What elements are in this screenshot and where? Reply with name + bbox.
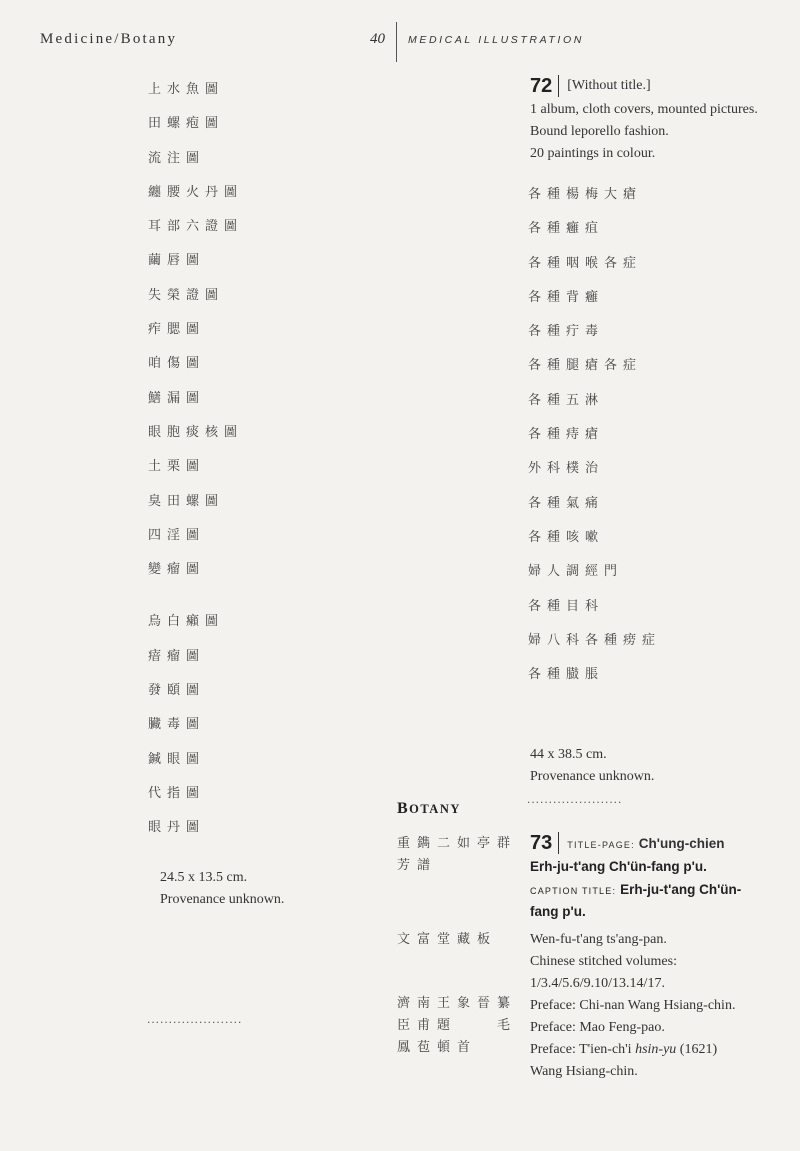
list-item: 鱔漏圖 bbox=[148, 390, 206, 406]
entry-title: [Without title.] bbox=[567, 78, 651, 93]
left-dimensions: 24.5 x 13.5 cm. bbox=[160, 870, 248, 885]
list-item: 土栗圖 bbox=[148, 459, 206, 475]
entry-72-provenance: Provenance unknown. bbox=[530, 769, 655, 784]
description-line: Chinese stitched volumes: bbox=[530, 954, 677, 969]
list-item: 各種目科 bbox=[528, 598, 605, 614]
list-item: 臟毒圖 bbox=[148, 717, 206, 733]
list-item: 流注圖 bbox=[148, 150, 206, 166]
list-item: 眼胞痰核圖 bbox=[148, 424, 244, 440]
list-item: 四淫圖 bbox=[148, 527, 206, 543]
list-item: 瘖瘤圖 bbox=[148, 648, 206, 664]
entry-73-description bbox=[530, 929, 735, 1083]
entry-73-title-line: Erh-ju-t'ang Ch'ün-fang p'u. bbox=[530, 859, 707, 874]
preface-year: (1621) bbox=[676, 1042, 718, 1057]
entry-72-description bbox=[530, 99, 758, 165]
description-line: 1/3.4/5.6/9.10/13.14/17. bbox=[530, 976, 665, 991]
list-item: 耳部六證圖 bbox=[148, 219, 244, 235]
list-item: 各種氣痛 bbox=[528, 495, 605, 511]
description-line: 20 paintings in colour. bbox=[530, 146, 656, 161]
preface-italic: hsin-yu bbox=[635, 1042, 677, 1057]
entry-number: 72 bbox=[530, 75, 559, 97]
list-item: 外科樸治 bbox=[528, 461, 605, 477]
botany-title-cjk: 重鐫二如亭群 芳譜 bbox=[397, 836, 518, 873]
description-line bbox=[530, 1039, 735, 1061]
list-item: 各種五淋 bbox=[528, 392, 605, 408]
caption-title-label: CAPTION TITLE: bbox=[530, 886, 617, 896]
list-item: 各種癰疽 bbox=[528, 221, 605, 237]
section-heading-botany bbox=[397, 800, 461, 818]
list-item: 各種楊梅大瘡 bbox=[528, 187, 643, 202]
left-illustration-list bbox=[148, 80, 243, 853]
list-item: 纏腰火丹圖 bbox=[148, 184, 244, 200]
title-page-label: TITLE-PAGE: bbox=[567, 839, 635, 850]
list-item: 臭田螺圖 bbox=[148, 493, 225, 509]
list-item: 各種痔瘡 bbox=[528, 427, 605, 443]
description-line: Preface: Mao Feng-pao. bbox=[530, 1020, 665, 1035]
entry-72-heading bbox=[530, 75, 651, 97]
list-item: 發頤圖 bbox=[148, 683, 206, 699]
running-header-right: MEDICAL ILLUSTRATION bbox=[408, 34, 584, 46]
list-item: 上水魚圖 bbox=[148, 82, 225, 97]
description-line: 1 album, cloth covers, mounted pictures. bbox=[530, 102, 758, 117]
list-item: 鍼眼圖 bbox=[148, 751, 206, 767]
entry-73-heading bbox=[530, 832, 725, 854]
entry-72-painting-list bbox=[528, 185, 661, 699]
entry-title bbox=[559, 836, 724, 851]
description-line: Bound leporello fashion. bbox=[530, 124, 669, 139]
list-item: 代指圖 bbox=[148, 785, 206, 801]
list-item: 各種咽喉各症 bbox=[528, 255, 643, 271]
entry-73-caption-title bbox=[530, 879, 741, 902]
entry-number: 73 bbox=[530, 832, 559, 854]
list-item: 烏白癩圖 bbox=[148, 614, 225, 630]
list-item: 各種臌脹 bbox=[528, 667, 605, 683]
botany-publisher-cjk: 文富堂藏板 bbox=[397, 932, 498, 947]
list-item: 各種疔毒 bbox=[528, 324, 605, 340]
list-item: 各種咳嗽 bbox=[528, 529, 605, 545]
list-item: 眼丹圖 bbox=[148, 820, 206, 836]
heading-rest: OTANY bbox=[409, 802, 461, 816]
header-divider bbox=[396, 22, 397, 62]
list-item: 咱傷圖 bbox=[148, 356, 206, 372]
description-line: Wen-fu-t'ang ts'ang-pan. bbox=[530, 932, 667, 947]
list-item: 各種腿瘡各症 bbox=[528, 358, 643, 374]
description-line: Wang Hsiang-chin. bbox=[530, 1064, 638, 1079]
heading-initial: B bbox=[397, 800, 410, 817]
list-item: 失榮證圖 bbox=[148, 287, 225, 303]
running-header-left: Medicine/Botany bbox=[40, 31, 178, 47]
list-item: 各種背癰 bbox=[528, 289, 605, 305]
botany-preface-cjk: 濟南王象晉纂 臣甫題 毛 鳳苞頓首 bbox=[397, 996, 518, 1055]
entry-72-dotted-separator: ...................... bbox=[527, 792, 623, 806]
description-line: Preface: Chi-nan Wang Hsiang-chin. bbox=[530, 998, 736, 1013]
left-dotted-separator: ...................... bbox=[147, 1012, 243, 1026]
list-item: 婦人調經門 bbox=[528, 564, 624, 580]
list-item: 痄腮圖 bbox=[148, 322, 206, 338]
left-provenance: Provenance unknown. bbox=[160, 892, 285, 907]
title-page-text: Ch'ung-chien bbox=[638, 835, 725, 851]
page-number: 40 bbox=[370, 31, 385, 47]
entry-73-caption-line: fang p'u. bbox=[530, 904, 586, 919]
list-item: 變瘤圖 bbox=[148, 562, 206, 578]
list-item: 田螺疱圖 bbox=[148, 116, 225, 132]
entry-72-dimensions: 44 x 38.5 cm. bbox=[530, 747, 607, 762]
list-item: 婦八科各種痨症 bbox=[528, 632, 662, 648]
caption-title-text: Erh-ju-t'ang Ch'ün- bbox=[620, 882, 742, 897]
preface-text: Preface: T'ien-ch'i bbox=[530, 1042, 636, 1057]
list-item: 繭唇圖 bbox=[148, 253, 206, 269]
